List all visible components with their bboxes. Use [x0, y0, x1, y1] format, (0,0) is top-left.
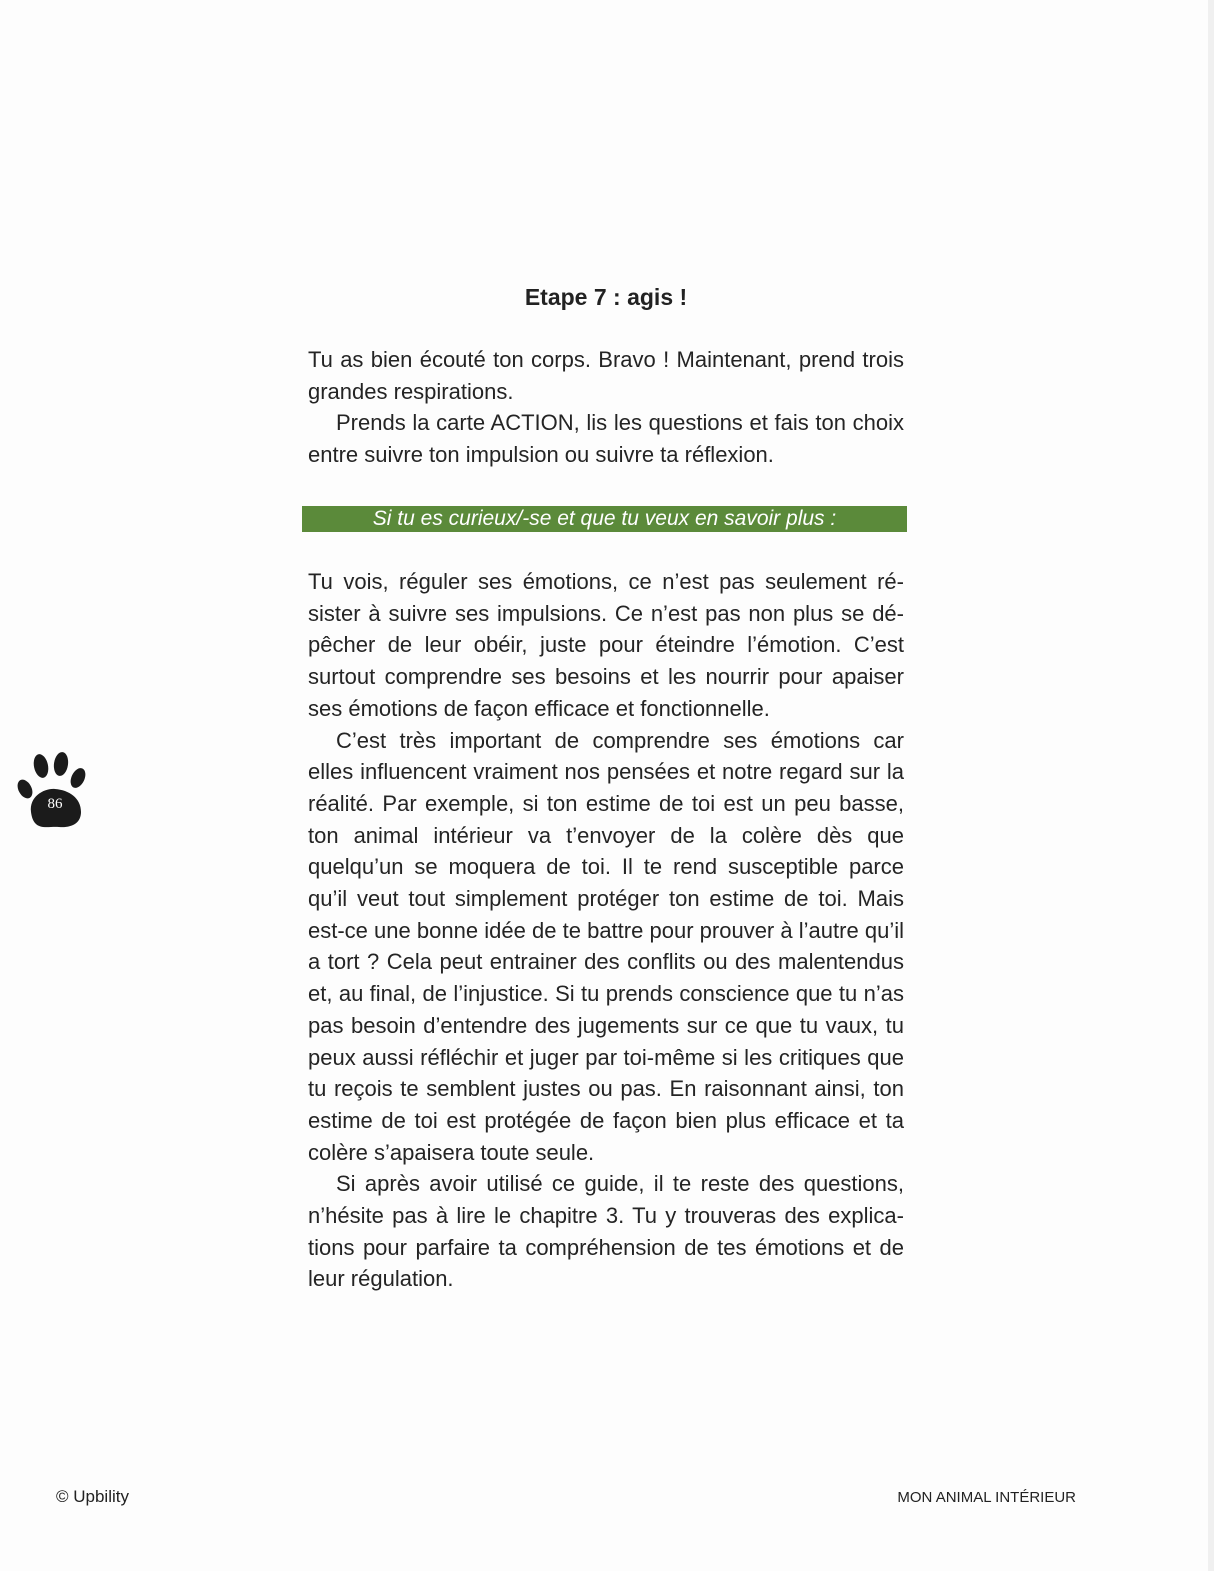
footer-copyright: © Upbility — [56, 1487, 129, 1506]
body-paragraph: Si après avoir utilisé ce guide, il te reste des questions, n’hésite pas à lire le chapitre 3. Tu y trouveras des explications pour parfaire ta compréhension de tes émotions et de leur régulation. — [308, 1171, 904, 1292]
body-text — [308, 566, 904, 1295]
paw-print-icon — [17, 752, 87, 830]
step-title: Etape 7 : agis ! — [524, 284, 688, 310]
footer-book-title: MON ANIMAL INTÉRIEUR — [897, 1489, 1076, 1506]
intro-paragraph: Prends la carte ACTION, lis les questions et fais ton choix entre suivre ton impulsion ou suivre ta réflexion. — [308, 410, 904, 468]
section-banner: Si tu es curieux/-se et que tu veux en savoir plus : — [302, 506, 907, 532]
intro-text — [308, 344, 904, 471]
page-number: 86 — [47, 796, 63, 812]
body-paragraph: Tu vois, réguler ses émotions, ce n’est pas seulement résister à suivre ses impulsions. Ce n’est pas non plus se dépêcher de leur obéir, juste pour éteindre l’émotion. C’est surtout comprendre ses besoins et les nourrir pour apaiser ses émotions de façon efficace et fonctionnelle. — [308, 569, 904, 721]
intro-paragraph: Tu as bien écouté ton corps. Bravo ! Maintenant, prend trois grandes respirations. — [308, 347, 904, 404]
page-edge — [1208, 0, 1214, 1571]
body-paragraph: C’est très important de comprendre ses émotions car elles influencent vraiment nos pensées et notre regard sur la réalité. Par exemple, si ton estime de toi est un peu basse, ton animal intérieur va t’envoyer de la colère dès que quelqu’un se moquera de toi. Il te rend susceptible parce qu’il veut tout simplement protéger ton estime de toi. Mais est-ce une bonne idée de te battre pour prouver à l’autre qu’il a tort ? Cela peut entrainer des conflits ou des malentendus et, au final, de l’injustice. Si tu prends conscience que tu n’as pas besoin d’entendre des jugements sur ce que tu vaux, tu peux aussi réfléchir et juger par toi-même si les critiques que tu reçois te semblent justes ou pas. En raisonnant ainsi, ton estime de toi est protégée de façon bien plus efficace et ta colère s’apaisera toute seule. — [308, 727, 904, 1165]
